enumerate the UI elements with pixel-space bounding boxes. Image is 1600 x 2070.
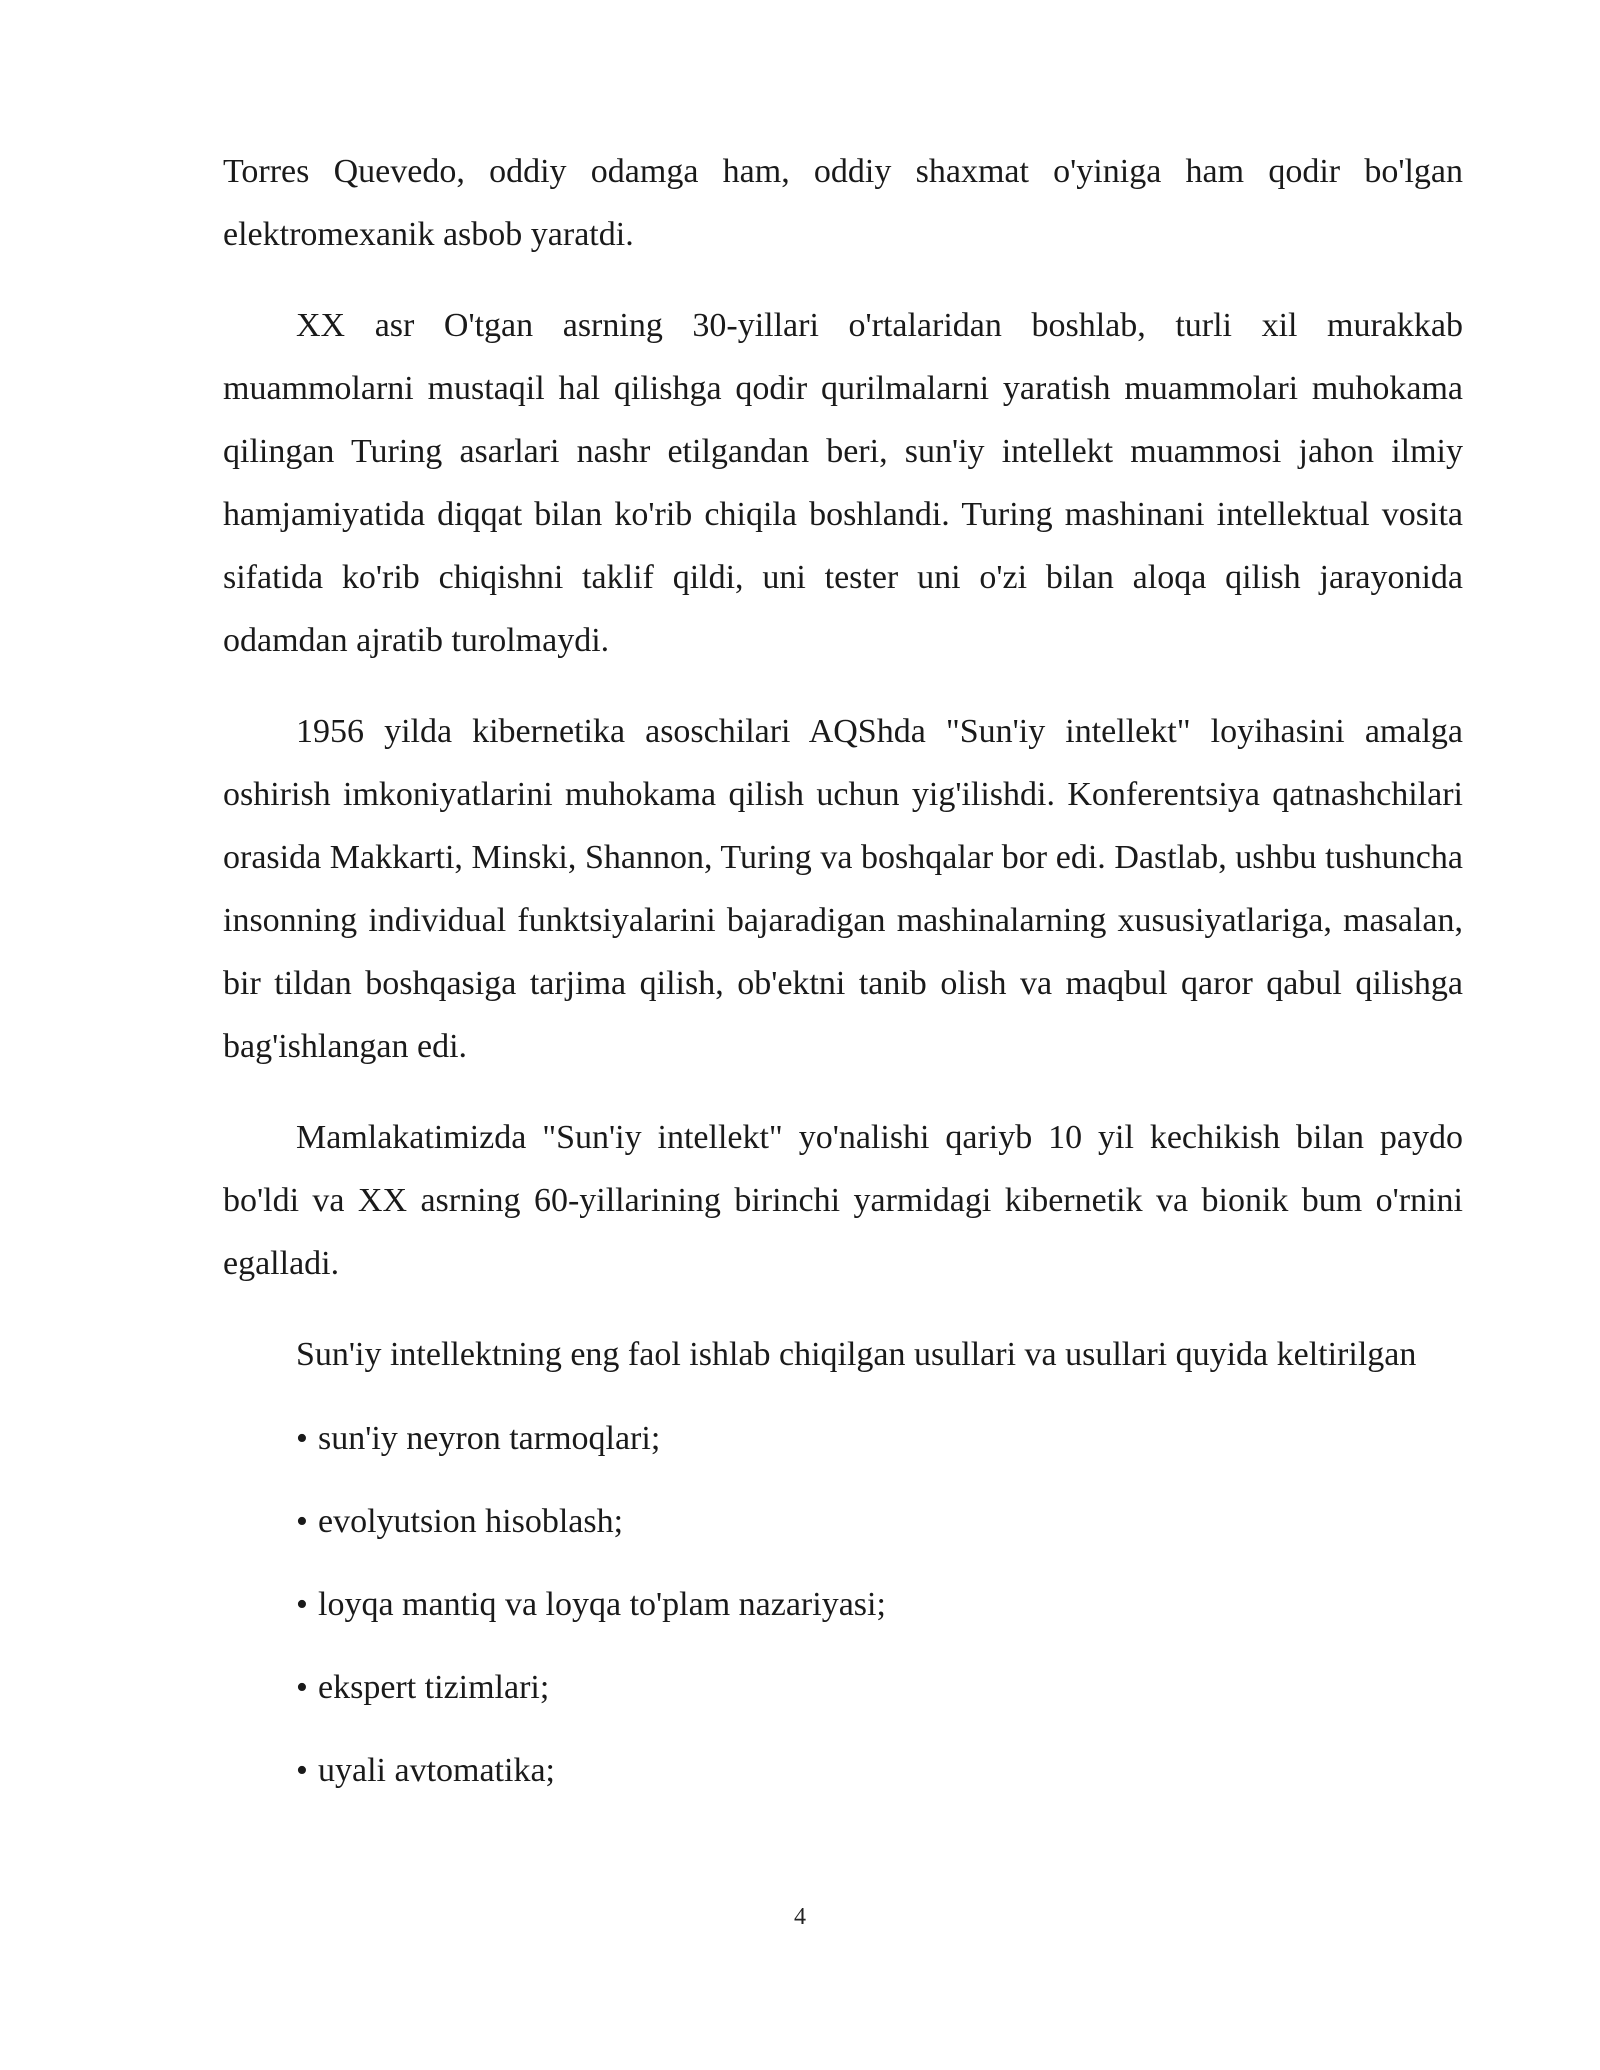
- bullet-icon: •: [296, 1669, 308, 1706]
- paragraph-turing: XX asr O'tgan asrning 30-yillari o'rtalaridan boshlab, turli xil murakkab muammolarni mustaqil hal qilishga qodir qurilmalarni yaratish muammolari muhokama qilingan Turing asarlari nashr etilgandan beri, sun'iy intellekt muammosi jahon ilmiy hamjamiyatida diqqat bilan ko'rib chiqila boshlandi. Turing mashinani intellektual vosita sifatida ko'rib chiqishni taklif qildi, uni tester uni o'zi bilan aloqa qilish jarayonida odamdan ajratib turolmaydi.: [223, 307, 1463, 659]
- bullet-icon: •: [296, 1586, 308, 1623]
- paragraph-methods-intro: Sun'iy intellektning eng faol ishlab chiqilgan usullari va usullari quyida keltirilgan: [296, 1336, 1417, 1373]
- bullet-icon: •: [296, 1420, 308, 1457]
- list-item: [296, 1746, 1463, 1796]
- list-item: [296, 1414, 1463, 1464]
- paragraph-torres-quevedo: Torres Quevedo, oddiy odamga ham, oddiy shaxmat o'yiniga ham qodir bo'lgan elektromexanik asbob yaratdi.: [223, 153, 1463, 253]
- paragraph-1956-conference: 1956 yilda kibernetika asoschilari AQShda "Sun'iy intellekt" loyihasini amalga oshirish imkoniyatlarini muhokama qilish uchun yig'ilishdi. Konferentsiya qatnashchilari orasida Makkarti, Minski, Shannon, Turing va boshqalar bor edi. Dastlab, ushbu tushuncha insonning individual funktsiyalarini bajaradigan mashinalarning xususiyatlariga, masalan, bir tildan boshqasiga tarjima qilish, ob'ektni tanib olish va maqbul qaror qabul qilishga bag'ishlangan edi.: [223, 713, 1463, 1065]
- list-item-text: sun'iy neyron tarmoqlari;: [318, 1420, 661, 1457]
- page-number: 4: [794, 1904, 806, 1930]
- list-item: [296, 1663, 1463, 1713]
- list-item-text: uyali avtomatika;: [318, 1752, 555, 1789]
- document-page: [223, 140, 1463, 1829]
- list-item-text: ekspert tizimlari;: [318, 1669, 550, 1706]
- list-item: [296, 1580, 1463, 1630]
- list-item-text: loyqa mantiq va loyqa to'plam nazariyasi;: [318, 1586, 886, 1623]
- list-item-text: evolyutsion hisoblash;: [318, 1503, 624, 1540]
- list-item: [296, 1497, 1463, 1547]
- paragraph-national-ai: Mamlakatimizda "Sun'iy intellekt" yo'nalishi qariyb 10 yil kechikish bilan paydo bo'ldi va XX asrning 60-yillarining birinchi yarmidagi kibernetik va bionik bum o'rnini egalladi.: [223, 1119, 1463, 1282]
- bullet-icon: •: [296, 1752, 308, 1789]
- methods-bullet-list: [223, 1414, 1463, 1796]
- bullet-icon: •: [296, 1503, 308, 1540]
